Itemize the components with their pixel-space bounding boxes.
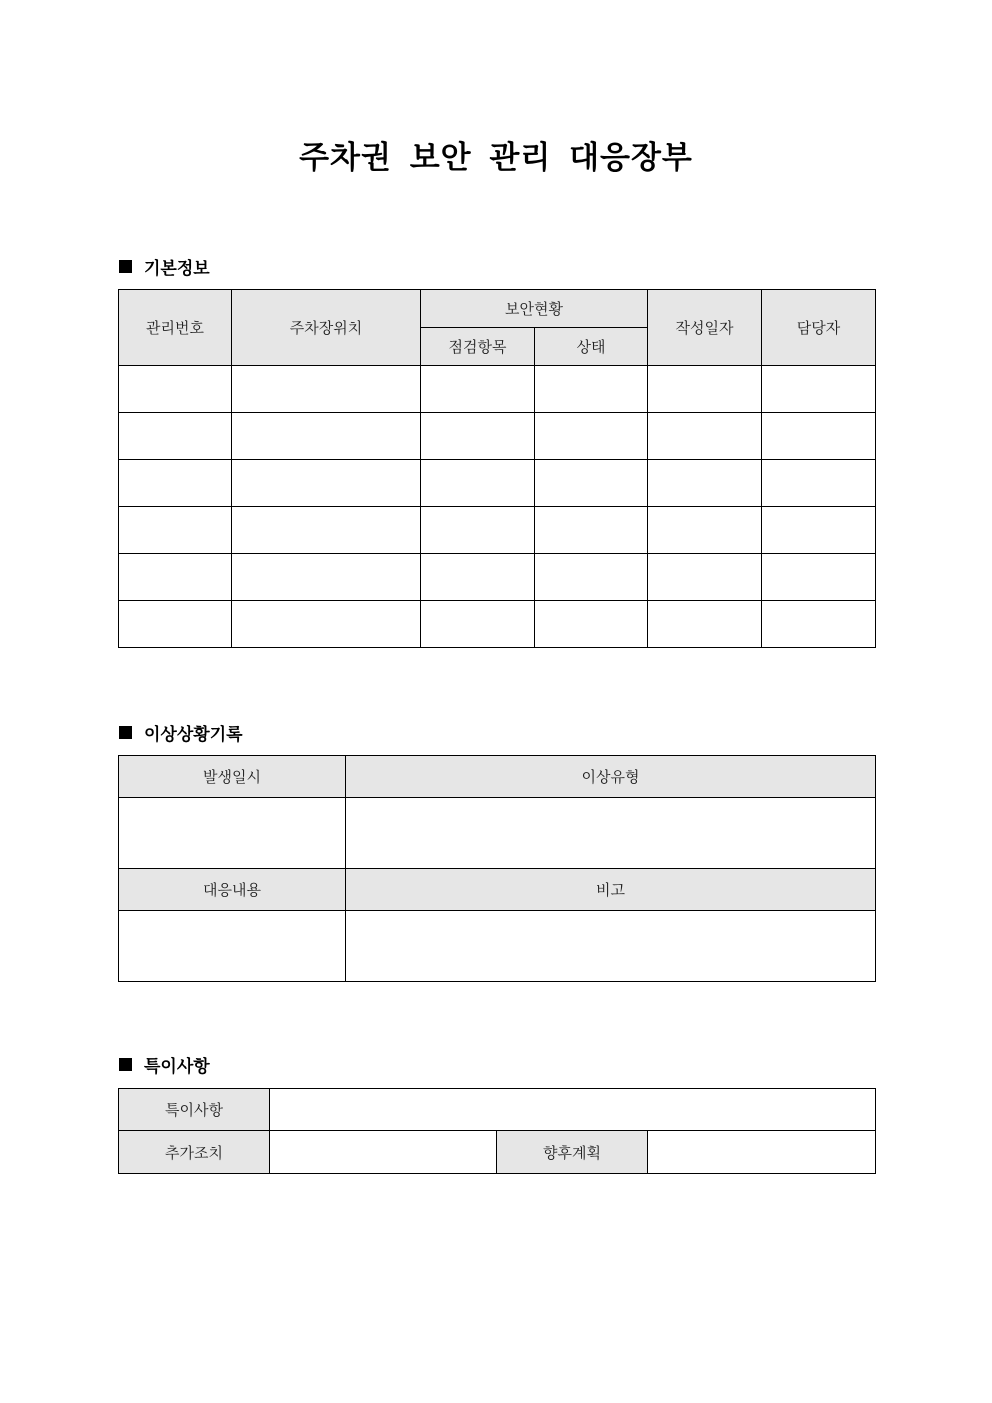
section-heading-basic [119, 254, 210, 279]
cell-response[interactable] [119, 911, 346, 982]
cell-date[interactable] [648, 507, 762, 554]
cell-mgmt-no[interactable] [119, 554, 232, 601]
table-row [119, 460, 876, 507]
label-plan: 향후계획 [497, 1131, 648, 1174]
cell-manager[interactable] [762, 554, 876, 601]
cell-mgmt-no[interactable] [119, 507, 232, 554]
cell-manager[interactable] [762, 413, 876, 460]
cell-plan[interactable] [648, 1131, 876, 1174]
cell-manager[interactable] [762, 507, 876, 554]
cell-mgmt-no[interactable] [119, 413, 232, 460]
cell-special[interactable] [270, 1089, 876, 1131]
header-status: 상태 [535, 328, 648, 366]
label-special: 특이사항 [119, 1089, 270, 1131]
label-additional: 추가조치 [119, 1131, 270, 1174]
section-title: 이상상황기록 [144, 725, 243, 745]
table-row [119, 413, 876, 460]
table-row [119, 601, 876, 648]
cell-status[interactable] [535, 554, 648, 601]
table-row [119, 507, 876, 554]
cell-incident-type[interactable] [346, 798, 876, 869]
cell-check-item[interactable] [421, 366, 535, 413]
square-bullet-icon [119, 260, 132, 273]
cell-mgmt-no[interactable] [119, 601, 232, 648]
cell-check-item[interactable] [421, 460, 535, 507]
section-title: 기본정보 [144, 259, 210, 279]
cell-manager[interactable] [762, 460, 876, 507]
cell-remarks[interactable] [346, 911, 876, 982]
basic-info-table [118, 289, 876, 648]
header-incident-type: 이상유형 [346, 756, 876, 798]
cell-status[interactable] [535, 507, 648, 554]
header-location: 주차장위치 [232, 290, 421, 366]
table-row [119, 366, 876, 413]
cell-location[interactable] [232, 366, 421, 413]
notes-table [118, 1088, 876, 1174]
cell-date[interactable] [648, 601, 762, 648]
cell-manager[interactable] [762, 366, 876, 413]
cell-status[interactable] [535, 413, 648, 460]
header-date: 작성일자 [648, 290, 762, 366]
header-check-item: 점검항목 [421, 328, 535, 366]
table-row [119, 554, 876, 601]
cell-additional[interactable] [270, 1131, 497, 1174]
cell-check-item[interactable] [421, 413, 535, 460]
cell-mgmt-no[interactable] [119, 366, 232, 413]
cell-status[interactable] [535, 460, 648, 507]
incident-table [118, 755, 876, 982]
header-occurred-at: 발생일시 [119, 756, 346, 798]
square-bullet-icon [119, 1058, 132, 1071]
cell-check-item[interactable] [421, 554, 535, 601]
header-remarks: 비고 [346, 869, 876, 911]
header-security-status: 보안현황 [421, 290, 648, 328]
section-title: 특이사항 [144, 1057, 210, 1077]
cell-mgmt-no[interactable] [119, 460, 232, 507]
page-title: 주차권 보안 관리 대응장부 [299, 140, 693, 176]
header-response: 대응내용 [119, 869, 346, 911]
cell-location[interactable] [232, 413, 421, 460]
cell-check-item[interactable] [421, 601, 535, 648]
cell-date[interactable] [648, 413, 762, 460]
cell-occurred-at[interactable] [119, 798, 346, 869]
cell-check-item[interactable] [421, 507, 535, 554]
section-heading-incident [119, 720, 243, 745]
cell-location[interactable] [232, 554, 421, 601]
cell-date[interactable] [648, 366, 762, 413]
cell-location[interactable] [232, 507, 421, 554]
cell-status[interactable] [535, 366, 648, 413]
cell-date[interactable] [648, 460, 762, 507]
cell-status[interactable] [535, 601, 648, 648]
cell-location[interactable] [232, 601, 421, 648]
cell-location[interactable] [232, 460, 421, 507]
cell-manager[interactable] [762, 601, 876, 648]
cell-date[interactable] [648, 554, 762, 601]
header-mgmt-no: 관리번호 [119, 290, 232, 366]
square-bullet-icon [119, 726, 132, 739]
section-heading-notes [119, 1052, 210, 1077]
header-manager: 담당자 [762, 290, 876, 366]
